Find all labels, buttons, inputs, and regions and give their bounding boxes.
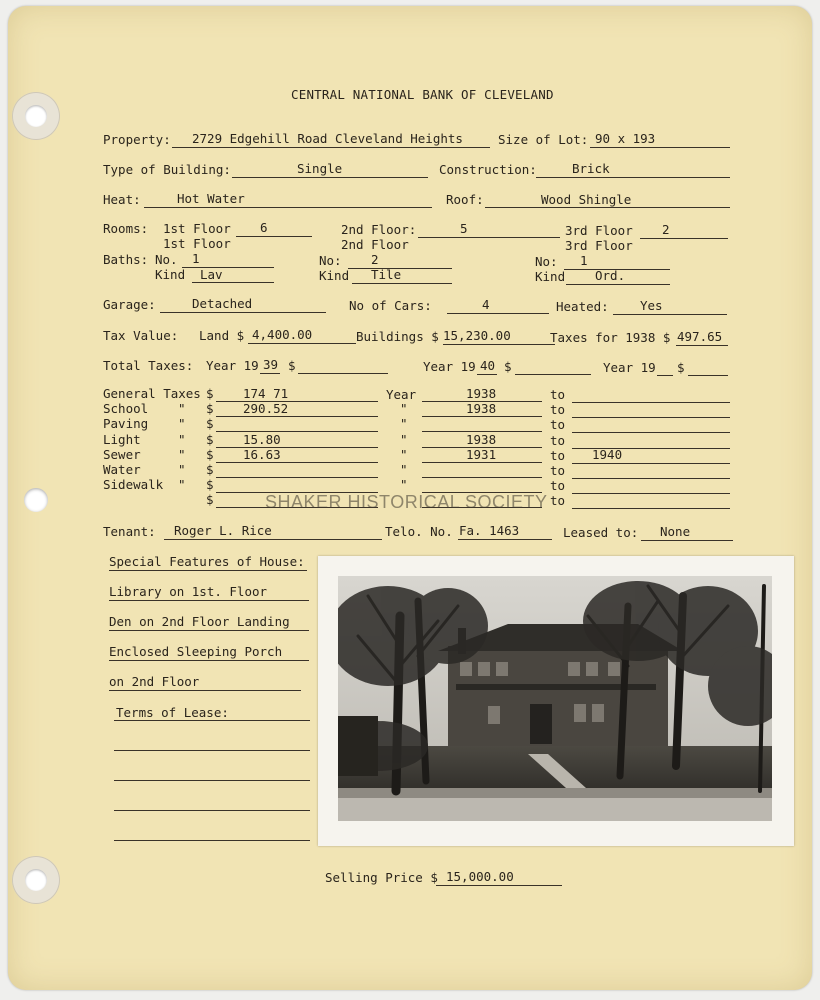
assessment-year-ditto: " [400, 432, 408, 447]
total-year1-label: Year 19 [206, 358, 259, 373]
cars-value: 4 [482, 297, 490, 312]
assessment-year-ditto: " [400, 477, 408, 492]
assessment-label: School [103, 401, 149, 416]
assessment-ditto: " [178, 432, 186, 447]
assessment-dollar: $ [206, 416, 214, 431]
total-year3-dollar: $ [677, 360, 685, 375]
year-column-header: Year [386, 387, 417, 402]
baths-label: Baths: [103, 252, 149, 267]
bath3-kind-label: Kind [535, 269, 566, 284]
bath1-count: 1 [192, 251, 200, 266]
tenant-label: Tenant: [103, 524, 156, 539]
special-feature-line: Library on 1st. Floor [109, 584, 268, 599]
property-value: 2729 Edgehill Road Cleveland Heights [192, 131, 463, 146]
assessment-to: to [550, 463, 566, 478]
assessment-dollar: $ [206, 401, 214, 416]
assessment-year-ditto: " [400, 401, 408, 416]
building-type-label: Type of Building: [103, 162, 231, 177]
house-photograph [338, 576, 772, 821]
assessment-to: to [550, 433, 566, 448]
assessment-amount: 16.63 [243, 447, 281, 462]
assessment-to: to [550, 493, 566, 508]
phone-label: Telo. No. [385, 524, 453, 539]
assessment-year-ditto: " [400, 462, 408, 477]
buildings-value: 15,230.00 [443, 328, 511, 343]
selling-price-value: 15,000.00 [446, 869, 514, 884]
total-year3-label: Year 19 [603, 360, 656, 375]
special-features-label: Special Features of House: [109, 554, 305, 569]
land-value: 4,400.00 [252, 327, 313, 342]
rooms-label: Rooms: [103, 221, 149, 236]
assessment-ditto: " [178, 477, 186, 492]
phone-value: Fa. 1463 [459, 523, 520, 538]
assessment-label: Paving [103, 416, 149, 431]
tenant-value: Roger L. Rice [174, 523, 272, 538]
assessment-year-ditto: " [400, 416, 408, 431]
assessment-dollar: $ [206, 432, 214, 447]
special-feature-line: Enclosed Sleeping Porch [109, 644, 283, 659]
bath2-no-label: No: [319, 253, 342, 268]
assessment-dollar: $ [206, 386, 214, 401]
lot-size-value: 90 x 193 [595, 131, 656, 146]
second-floor-label-2: 2nd Floor [341, 237, 409, 252]
total-year2-label: Year 19 [423, 359, 476, 374]
assessment-to: to [550, 448, 566, 463]
assessment-label: Sidewalk [103, 477, 164, 492]
assessment-year: 1938 [466, 432, 497, 447]
leased-to-value: None [660, 524, 691, 539]
bath2-kind: Tile [371, 267, 402, 282]
total-year2-dollar: $ [504, 359, 512, 374]
assessment-to: to [550, 417, 566, 432]
binder-hole-middle [24, 488, 48, 512]
assessment-year: 1931 [466, 447, 497, 462]
garage-value: Detached [192, 296, 253, 311]
assessment-dollar: $ [206, 462, 214, 477]
third-floor-label: 3rd Floor [565, 223, 633, 238]
cars-label: No of Cars: [349, 298, 432, 313]
construction-label: Construction: [439, 162, 537, 177]
total-year1-value: 39 [263, 357, 279, 372]
assessment-ditto: " [178, 401, 186, 416]
assessment-dollar: $ [206, 447, 214, 462]
assessment-amount: 174 71 [243, 386, 289, 401]
heated-value: Yes [640, 298, 663, 313]
assessment-year-ditto: " [400, 447, 408, 462]
property-label: Property: [103, 132, 171, 147]
binder-hole-top [12, 92, 60, 140]
assessment-to: to [550, 402, 566, 417]
assessment-ditto: " [178, 462, 186, 477]
third-floor-rooms: 2 [662, 222, 670, 237]
watermark: SHAKER HISTORICAL SOCIETY [265, 492, 548, 512]
leased-to-label: Leased to: [563, 525, 639, 540]
taxes-for-value: 497.65 [677, 329, 723, 344]
construction-value: Brick [572, 161, 610, 176]
lot-size-label: Size of Lot: [498, 132, 589, 147]
first-floor-rooms: 6 [260, 220, 268, 235]
first-floor-label-2: 1st Floor [163, 236, 231, 251]
bath3-no-label: No: [535, 254, 558, 269]
third-floor-label-2: 3rd Floor [565, 238, 633, 253]
assessment-ditto: " [178, 447, 186, 462]
binder-hole-bottom [12, 856, 60, 904]
garage-label: Garage: [103, 297, 156, 312]
assessment-dollar: $ [206, 477, 214, 492]
assessment-year: 1938 [466, 386, 497, 401]
assessment-amount: 15.80 [243, 432, 281, 447]
heat-label: Heat: [103, 192, 141, 207]
assessment-label: Sewer [103, 447, 141, 462]
total-taxes-label: Total Taxes: [103, 358, 194, 373]
assessment-label: Light [103, 432, 141, 447]
bath1-kind: Lav [200, 267, 223, 282]
bath2-kind-label: Kind [319, 268, 350, 283]
assessment-dollar: $ [206, 492, 214, 507]
land-label: Land $ [199, 328, 245, 343]
terms-of-lease-label: Terms of Lease: [116, 705, 229, 720]
bath1-kind-label: Kind [155, 267, 186, 282]
taxes-for-label: Taxes for 1938 $ [550, 330, 671, 345]
total-year1-dollar: $ [288, 358, 296, 373]
tax-value-label: Tax Value: [103, 328, 179, 343]
bath3-kind: Ord. [595, 268, 626, 283]
assessment-label: General Taxes [103, 386, 201, 401]
roof-label: Roof: [446, 192, 484, 207]
bath1-no-label: No. [155, 252, 178, 267]
special-feature-line: Den on 2nd Floor Landing [109, 614, 290, 629]
bath2-count: 2 [371, 252, 379, 267]
building-type-value: Single [297, 161, 343, 176]
assessment-ditto: " [178, 416, 186, 431]
assessment-label: Water [103, 462, 141, 477]
heated-label: Heated: [556, 299, 609, 314]
assessment-amount: 290.52 [243, 401, 289, 416]
total-year2-value: 40 [480, 358, 496, 373]
buildings-label: Buildings $ [356, 329, 439, 344]
assessment-to: to [550, 478, 566, 493]
assessment-to-value: 1940 [592, 447, 623, 462]
roof-value: Wood Shingle [541, 192, 632, 207]
bank-name: CENTRAL NATIONAL BANK OF CLEVELAND [291, 87, 554, 102]
second-floor-label: 2nd Floor: [341, 222, 417, 237]
assessment-to: to [550, 387, 566, 402]
special-feature-line: on 2nd Floor [109, 674, 200, 689]
second-floor-rooms: 5 [460, 221, 468, 236]
assessment-year: 1938 [466, 401, 497, 416]
first-floor-label: 1st Floor [163, 221, 231, 236]
heat-value: Hot Water [177, 191, 245, 206]
selling-price-label: Selling Price $ [325, 870, 438, 885]
photo-mount [318, 556, 794, 846]
bath3-count: 1 [580, 253, 588, 268]
